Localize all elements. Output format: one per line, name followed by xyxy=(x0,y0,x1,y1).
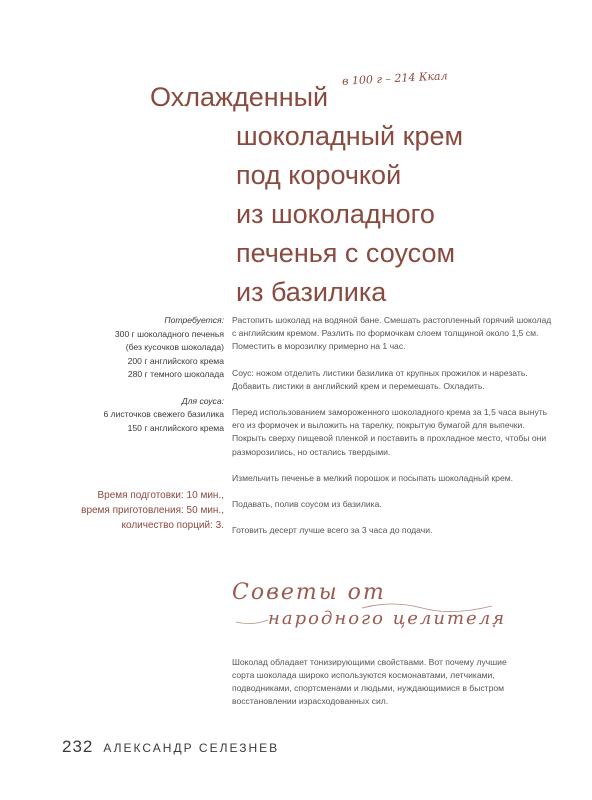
cook-time: время приготовления: 50 мин., xyxy=(81,505,224,516)
title-line: из шоколадного xyxy=(236,199,435,229)
step-paragraph: Соус: ножом отделить листики базилика от крупных прожилок и нарезать. Добавить листики в английский крем и перемешать. Охладить. xyxy=(232,367,528,391)
title-line: под корочкой xyxy=(236,160,402,190)
step-paragraph: Перед использованием замороженного шоколадного крема за 1,5 часа вынуть его из формочек и выложить на тарелку, покрытую бумагой для выпечки. Покрыть сверху пищевой пленкой и поставить в прохладное место, чтобы они разморозились, но остались твердыми. xyxy=(232,407,548,457)
page-number: 232 xyxy=(62,737,94,756)
ingredient-item: 300 г шоколадного печенья xyxy=(114,328,224,339)
servings: количество порций: 3. xyxy=(121,520,224,531)
ingredient-item: 200 г английского крема xyxy=(127,355,224,366)
advice-title-line2: народного целителя xyxy=(268,608,507,629)
page-footer xyxy=(62,737,279,757)
calories-note: в 100 г – 214 Ккал xyxy=(341,69,448,88)
title-line: Охлажденный xyxy=(150,82,329,112)
title-line: печенья с соусом xyxy=(236,238,456,268)
ingredients-list xyxy=(40,314,224,435)
step-paragraph: Измельчить печенье в мелкий порошок и посыпать шоколадный крем. xyxy=(232,472,514,483)
timing-info xyxy=(40,488,224,533)
recipe-steps xyxy=(232,314,552,550)
prep-time: Время подготовки: 10 мин., xyxy=(97,490,224,501)
advice-title-line1: Советы от xyxy=(232,580,386,605)
step-paragraph: Готовить десерт лучше всего за 3 часа до подачи. xyxy=(232,525,433,536)
step-paragraph: Растопить шоколад на водяной бане. Смешать растопленный горячий шоколад с английским кремом. Разлить по формочкам слоем толщиной около 1,5 см. Поместить в морозилку примерно на 1 час. xyxy=(232,315,552,352)
title-line: из базилика xyxy=(236,277,387,307)
sauce-heading: Для соуса: xyxy=(181,395,224,406)
advice-text: Шоколад обладает тонизирующими свойствами. Вот почему лучшие сорта шоколада широко используются космонавтами, летчиками, подводниками, спортсменами и людьми, нуждающимися в быстром восстановлении израсходованных сил. xyxy=(232,657,507,706)
sauce-item: 6 листочков свежего базилика xyxy=(103,409,224,419)
ingredients-heading: Потребуется: xyxy=(164,315,224,325)
title-line: шоколадный крем xyxy=(236,121,464,151)
ingredient-item: 280 г темного шоколада xyxy=(127,369,224,379)
ingredient-item: (без кусочков шоколада) xyxy=(125,342,224,352)
advice-heading xyxy=(232,580,552,640)
author-name: АЛЕКСАНДР СЕЛЕЗНЕВ xyxy=(103,741,280,755)
step-paragraph: Подавать, полив соусом из базилика. xyxy=(232,499,382,510)
sauce-item: 150 г английского крема xyxy=(127,422,224,433)
recipe-title xyxy=(150,78,530,312)
